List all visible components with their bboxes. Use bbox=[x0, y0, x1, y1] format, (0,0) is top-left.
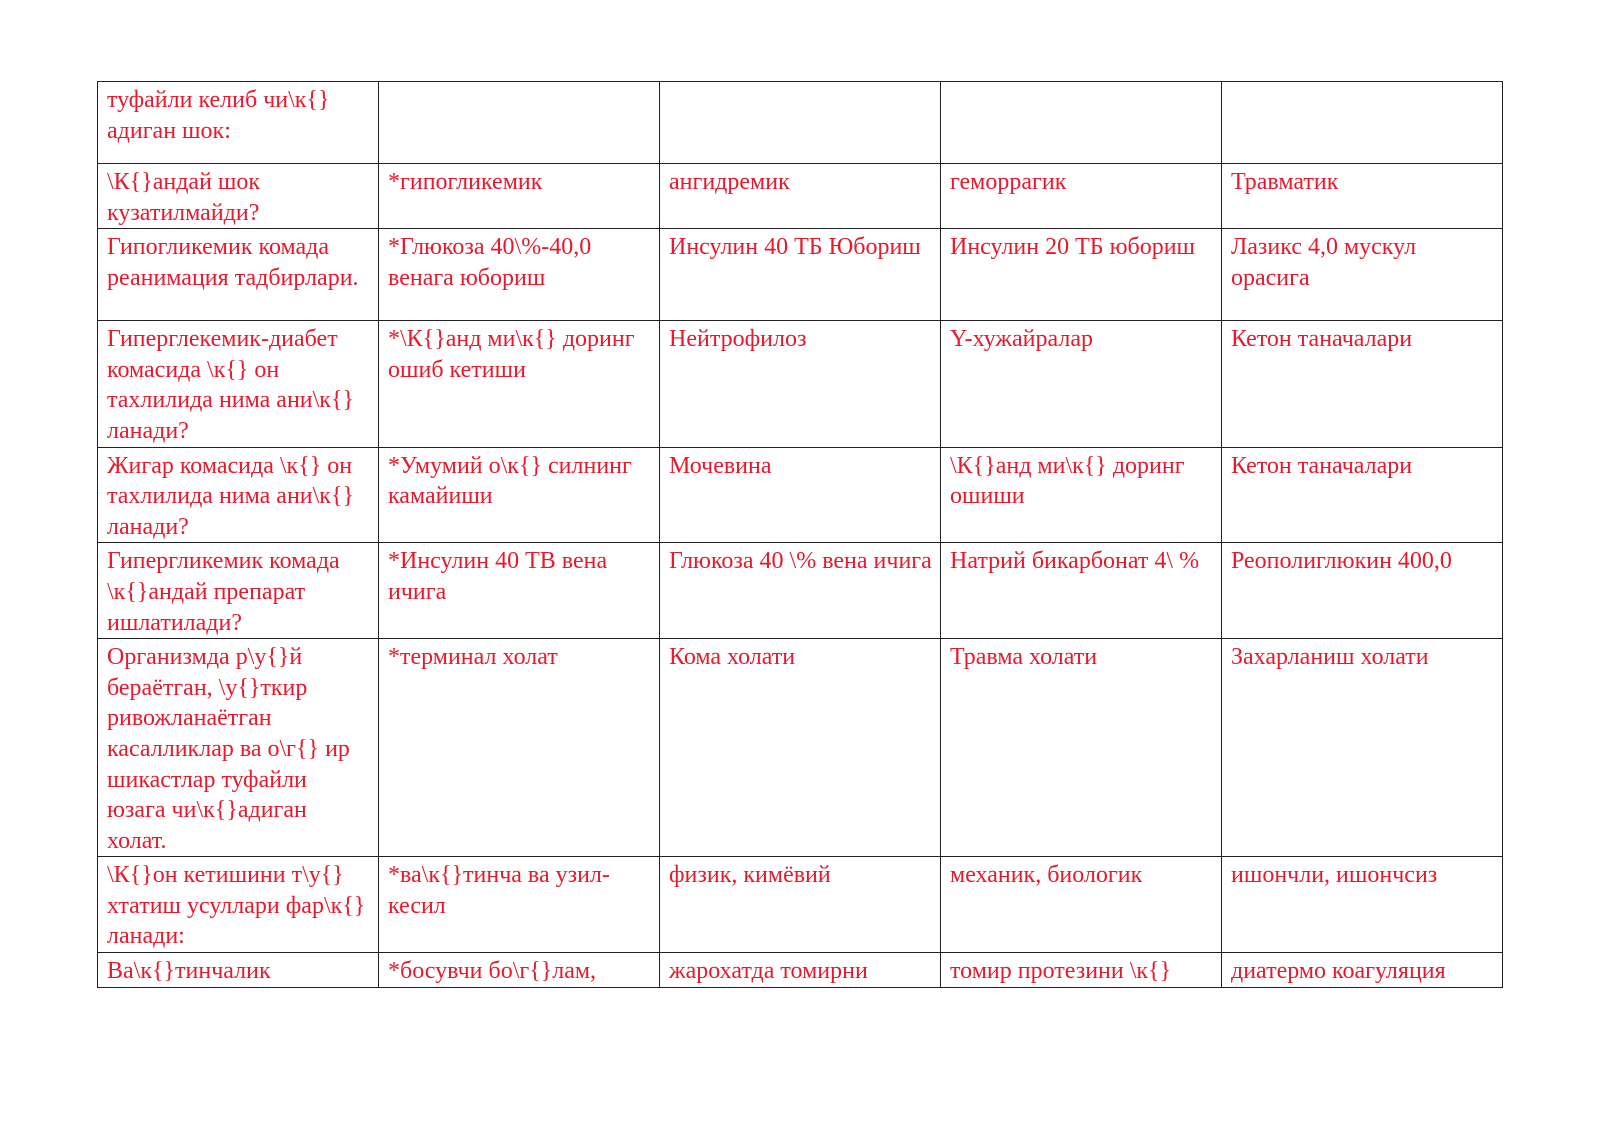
answer-cell bbox=[1222, 82, 1503, 164]
answer-cell bbox=[660, 82, 941, 164]
answer-cell: жарохатда томирни bbox=[660, 953, 941, 988]
answer-cell-correct: *ва\к{}тинча ва узил-кесил bbox=[379, 857, 660, 953]
answer-cell: ангидремик bbox=[660, 164, 941, 229]
table-row bbox=[98, 82, 1503, 164]
answer-cell-correct: *босувчи бо\г{}лам, bbox=[379, 953, 660, 988]
answer-cell-correct: *\К{}анд ми\к{} доринг ошиб кетиши bbox=[379, 321, 660, 447]
answer-cell: Кетон таначалари bbox=[1222, 447, 1503, 543]
answer-cell: диатермо коагуляция bbox=[1222, 953, 1503, 988]
answer-cell: Y-хужайралар bbox=[941, 321, 1222, 447]
answer-cell: Кетон таначалари bbox=[1222, 321, 1503, 447]
answer-cell: механик, биологик bbox=[941, 857, 1222, 953]
answer-cell: Реополиглюкин 400,0 bbox=[1222, 543, 1503, 639]
question-cell: Гипогликемик комада реанимация тадбирлари. bbox=[98, 229, 379, 321]
answer-cell: Травматик bbox=[1222, 164, 1503, 229]
question-cell: Гипергликемик комада \к{}андай препарат ишлатилади? bbox=[98, 543, 379, 639]
table-row bbox=[98, 543, 1503, 639]
answer-cell: \К{}анд ми\к{} доринг ошиши bbox=[941, 447, 1222, 543]
table-row bbox=[98, 447, 1503, 543]
question-cell: Жигар комасида \к{} он тахлилида нима ани\к{}ланади? bbox=[98, 447, 379, 543]
answer-cell-correct: *Умумий о\к{} силнинг камайиши bbox=[379, 447, 660, 543]
answer-cell-correct: *Инсулин 40 ТВ вена ичига bbox=[379, 543, 660, 639]
answer-cell: геморрагик bbox=[941, 164, 1222, 229]
answer-cell: Нейтрофилоз bbox=[660, 321, 941, 447]
table-row bbox=[98, 953, 1503, 988]
answer-cell: физик, кимёвий bbox=[660, 857, 941, 953]
question-cell: Ва\к{}тинчалик bbox=[98, 953, 379, 988]
answer-cell bbox=[941, 82, 1222, 164]
answer-cell: томир протезини \к{} bbox=[941, 953, 1222, 988]
question-cell: Организмда р\у{}й бераётган, \у{}ткир ривожланаётган касалликлар ва о\г{} ир шикастлар туфайли юзага чи\к{}адиган холат. bbox=[98, 639, 379, 857]
answer-cell: Мочевина bbox=[660, 447, 941, 543]
question-cell: туфайли келиб чи\к{} адиган шок: bbox=[98, 82, 379, 164]
answer-cell-correct: *терминал холат bbox=[379, 639, 660, 857]
table-row bbox=[98, 164, 1503, 229]
table-row bbox=[98, 229, 1503, 321]
answer-cell: Глюкоза 40 \% вена ичига bbox=[660, 543, 941, 639]
answer-cell-correct: *гипогликемик bbox=[379, 164, 660, 229]
answer-cell: Инсулин 40 ТБ Юбориш bbox=[660, 229, 941, 321]
document-table bbox=[97, 81, 1503, 988]
answer-cell: Кома холати bbox=[660, 639, 941, 857]
question-cell: Гиперглекемик-диабет комасида \к{} он тахлилида нима ани\к{}ланади? bbox=[98, 321, 379, 447]
answer-cell-correct: *Глюкоза 40\%-40,0 венага юбориш bbox=[379, 229, 660, 321]
answer-cell: Травма холати bbox=[941, 639, 1222, 857]
question-cell: \К{}андай шок кузатилмайди? bbox=[98, 164, 379, 229]
table-row bbox=[98, 321, 1503, 447]
answer-cell: Натрий бикарбонат 4\ % bbox=[941, 543, 1222, 639]
answer-cell: Захарланиш холати bbox=[1222, 639, 1503, 857]
answer-cell: Лазикс 4,0 мускул орасига bbox=[1222, 229, 1503, 321]
answer-cell-correct bbox=[379, 82, 660, 164]
question-cell: \К{}он кетишини т\у{}хтатиш усуллари фар\к{}ланади: bbox=[98, 857, 379, 953]
table-row bbox=[98, 639, 1503, 857]
table-row bbox=[98, 857, 1503, 953]
answer-cell: ишончли, ишончсиз bbox=[1222, 857, 1503, 953]
answer-cell: Инсулин 20 ТБ юбориш bbox=[941, 229, 1222, 321]
